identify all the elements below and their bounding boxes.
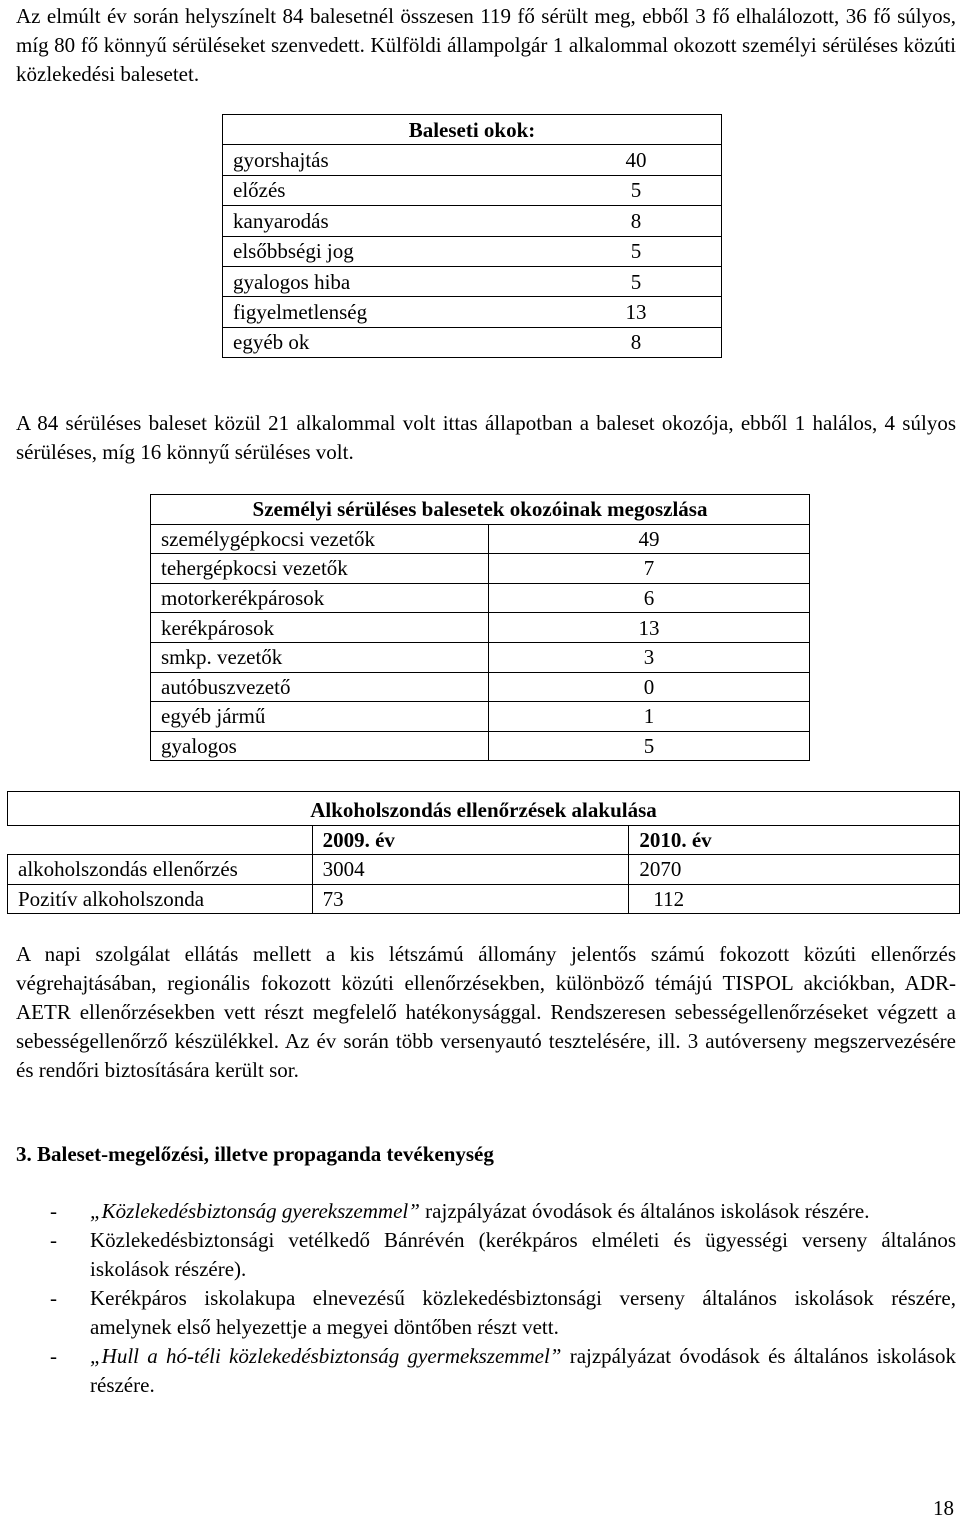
item-italic-title: „Közlekedésbiztonság gyerekszemmel” [90, 1199, 420, 1223]
item-text: rajzpályázat óvodások és általános iskolások részére. [419, 1199, 870, 1223]
table-row [223, 266, 722, 296]
table-row [8, 855, 960, 885]
row-label: gyalogos hiba [223, 266, 552, 296]
table-row [151, 583, 810, 613]
col-header-2009: 2009. év [312, 825, 629, 855]
row-value: 13 [489, 613, 810, 643]
page-number: 18 [933, 1496, 954, 1520]
row-value: 0 [489, 672, 810, 702]
list-dash: - [50, 1199, 57, 1223]
list-dash: - [50, 1228, 57, 1252]
item-text: Közlekedésbiztonsági vetélkedő Bánrévén (kerékpáros elméleti és ügyességi verseny általános iskolások részére). [90, 1228, 956, 1281]
item-text: rajzpályázat óvodások és általános iskolások részére. [90, 1344, 956, 1397]
table-row [151, 554, 810, 584]
activity-list [50, 1197, 956, 1400]
row-label: Pozitív alkoholszonda [8, 884, 313, 914]
row-label: alkoholszondás ellenőrzés [8, 855, 313, 885]
table-row [151, 731, 810, 761]
item-italic-title: „Hull a hó-téli közlekedésbiztonság gyermekszemmel” [90, 1344, 562, 1368]
table-row [151, 672, 810, 702]
table-row [223, 145, 722, 175]
table-title: Alkoholszondás ellenőrzések alakulása [8, 792, 960, 826]
table-row [151, 642, 810, 672]
item-text: Kerékpáros iskolakupa elnevezésű közlekedésbiztonsági verseny általános iskolások részére, amelynek első helyezettje a megyei döntőben részt vett. [90, 1286, 956, 1339]
row-value: 5 [489, 731, 810, 761]
service-text: A napi szolgálat ellátás mellett a kis létszámú állomány jelentős számú fokozott közúti ellenőrzés végrehajtásában, regionális fokozott közúti ellenőrzésekben, különböző témájú TISPOL akciókban, ADR-AETR ellenőrzésekben vett részt megfelelő hatékonysággal. Rendszeresen sebességellenőrzéseket végzett a sebességellenőrző készülékkel. Az év során több versenyautó tesztelésére, ill. 3 autóverseny megszervezésére és rendőri biztosítására került sor. [16, 942, 956, 1082]
row-label: figyelmetlenség [223, 297, 552, 327]
row-value-2010: 112 [629, 884, 960, 914]
row-label: egyéb ok [223, 327, 552, 357]
row-value: 6 [489, 583, 810, 613]
row-value: 5 [551, 266, 722, 296]
row-value: 5 [551, 175, 722, 205]
empty-header-cell [8, 825, 313, 855]
table-row [223, 236, 722, 266]
row-label: kanyarodás [223, 206, 552, 236]
table-row [151, 524, 810, 554]
list-dash: - [50, 1344, 57, 1368]
row-value: 13 [551, 297, 722, 327]
row-value: 5 [551, 236, 722, 266]
row-label: kerékpárosok [151, 613, 489, 643]
list-item [50, 1226, 956, 1284]
row-label: autóbuszvezető [151, 672, 489, 702]
table-row [151, 613, 810, 643]
row-label: motorkerékpárosok [151, 583, 489, 613]
row-value: 1 [489, 702, 810, 732]
row-label: személygépkocsi vezetők [151, 524, 489, 554]
intro-text: Az elmúlt év során helyszínelt 84 balesetnél összesen 119 fő sérült meg, ebből 3 fő elhalálozott, 36 fő súlyos, míg 80 fő könnyű sérüléseket szenvedett. Külföldi állampolgár 1 alkalommal okozott személyi sérüléses közúti közlekedési balesetet. [16, 4, 956, 86]
accident-causes-table [222, 114, 722, 358]
service-paragraph [16, 940, 956, 1085]
table-row [8, 884, 960, 914]
drunk-driving-text: A 84 sérüléses baleset közül 21 alkalommal volt ittas állapotban a baleset okozója, ebből 1 halálos, 4 súlyos sérüléses, míg 16 könnyű sérüléses volt. [16, 411, 956, 464]
table-row [223, 327, 722, 357]
accident-causers-table [150, 494, 810, 761]
row-label: elsőbbségi jog [223, 236, 552, 266]
row-value: 7 [489, 554, 810, 584]
list-item [50, 1342, 956, 1400]
row-label: smkp. vezetők [151, 642, 489, 672]
row-value-2010: 2070 [629, 855, 960, 885]
row-value: 8 [551, 206, 722, 236]
intro-paragraph [16, 2, 956, 89]
list-item [50, 1197, 956, 1226]
table-title: Baleseti okok: [223, 115, 722, 145]
row-value: 49 [489, 524, 810, 554]
row-label: gyalogos [151, 731, 489, 761]
row-value: 40 [551, 145, 722, 175]
row-value-2009: 73 [312, 884, 629, 914]
table-row [151, 702, 810, 732]
list-dash: - [50, 1286, 57, 1310]
row-label: gyorshajtás [223, 145, 552, 175]
alcohol-test-table [7, 791, 960, 914]
row-value: 8 [551, 327, 722, 357]
section-heading: 3. Baleset-megelőzési, illetve propaganda tevékenység [16, 1142, 494, 1166]
table-row [223, 206, 722, 236]
row-value: 3 [489, 642, 810, 672]
drunk-driving-paragraph [16, 409, 956, 467]
table-title: Személyi sérüléses balesetek okozóinak megoszlása [151, 495, 810, 525]
row-value-2009: 3004 [312, 855, 629, 885]
table-row [223, 297, 722, 327]
row-label: előzés [223, 175, 552, 205]
table-row [223, 175, 722, 205]
row-label: egyéb jármű [151, 702, 489, 732]
row-label: tehergépkocsi vezetők [151, 554, 489, 584]
col-header-2010: 2010. év [629, 825, 960, 855]
list-item [50, 1284, 956, 1342]
